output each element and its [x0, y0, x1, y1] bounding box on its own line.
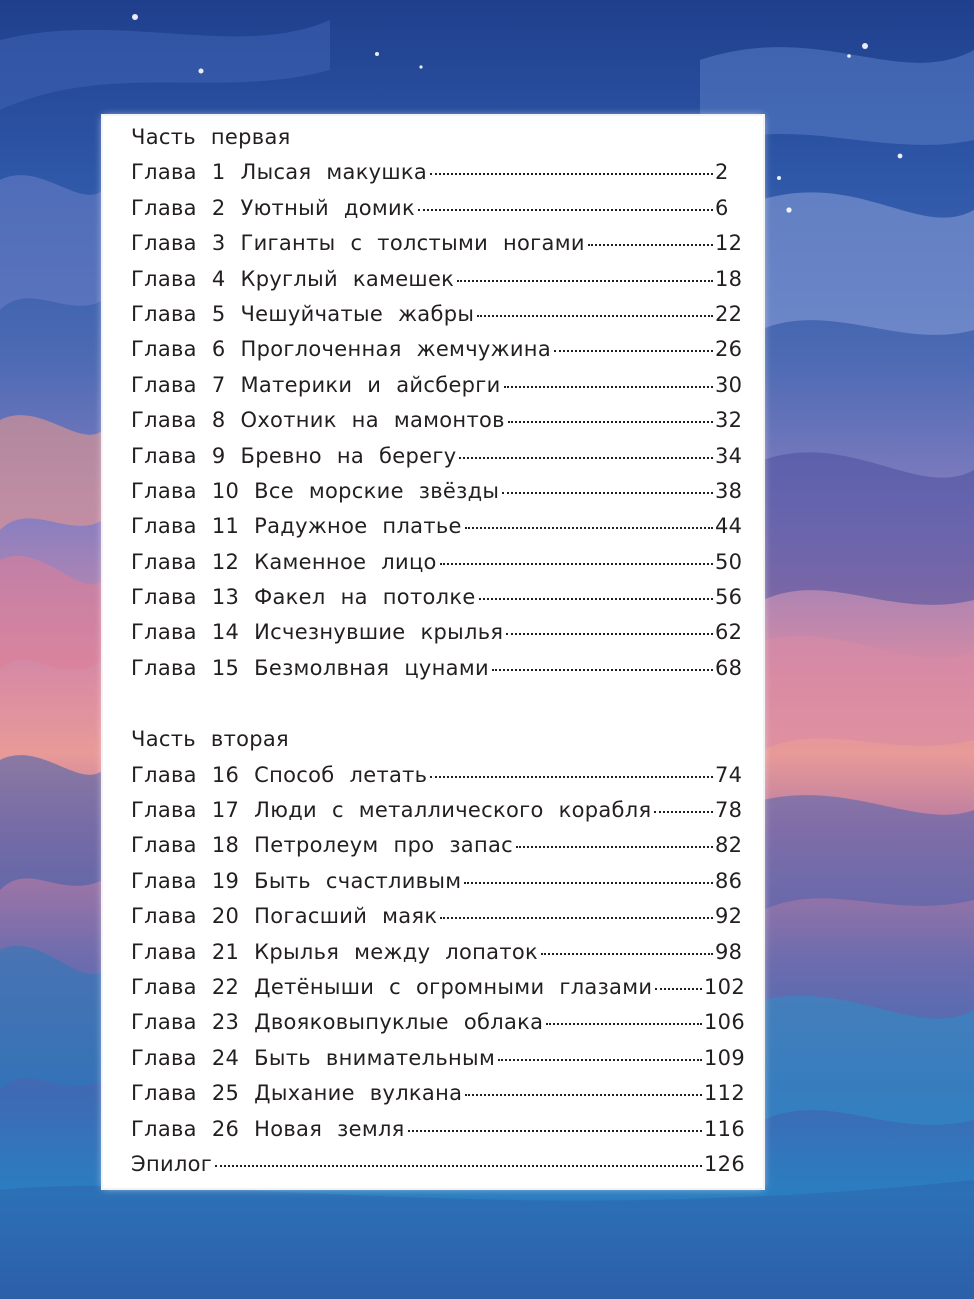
dot-leader — [440, 917, 713, 919]
dot-leader — [215, 1165, 702, 1167]
chapter-number: 14 — [211, 620, 240, 645]
chapter-heading — [131, 864, 461, 899]
chapter-title: Каменное лицо — [254, 549, 437, 574]
chapter-heading — [131, 403, 505, 438]
chapter-title: Охотник на мамонтов — [240, 408, 505, 433]
dot-leader — [554, 350, 713, 352]
chapter-label: Глава — [131, 372, 197, 397]
chapter-page: 102 — [704, 974, 745, 999]
chapter-page: 32 — [715, 408, 743, 433]
toc-entry-chapter[interactable] — [131, 793, 745, 828]
chapter-page: 78 — [715, 798, 743, 823]
chapter-title: Бревно на берегу — [240, 443, 457, 468]
toc-entry-chapter[interactable] — [131, 1076, 745, 1111]
toc-entry-chapter[interactable] — [131, 545, 745, 580]
dot-leader — [516, 846, 713, 848]
dot-leader — [541, 953, 713, 955]
chapter-heading — [131, 758, 427, 793]
chapter-label: Глава — [131, 1010, 197, 1035]
chapter-number: 12 — [211, 549, 240, 574]
chapter-page: 50 — [715, 549, 743, 574]
chapter-number: 13 — [211, 585, 240, 610]
chapter-page: 26 — [715, 337, 743, 362]
part-two-title: Часть вторая — [131, 727, 289, 752]
chapter-heading — [131, 368, 501, 403]
dot-leader — [430, 173, 713, 175]
chapter-heading — [131, 1041, 495, 1076]
dot-leader — [457, 280, 713, 282]
chapter-heading — [131, 297, 474, 332]
chapter-heading — [131, 509, 462, 544]
chapter-heading — [131, 545, 437, 580]
chapter-number: 10 — [211, 478, 240, 503]
chapter-number: 2 — [211, 195, 226, 220]
part-two-chapter-list — [131, 758, 745, 1147]
dot-leader — [477, 315, 713, 317]
dot-leader — [508, 421, 713, 423]
chapter-title: Двояковыпуклые облака — [254, 1010, 544, 1035]
chapter-heading — [131, 580, 476, 615]
dot-leader — [430, 776, 713, 778]
chapter-label: Глава — [131, 798, 197, 823]
dot-leader — [465, 1094, 702, 1096]
chapter-label: Глава — [131, 478, 197, 503]
toc-entry-chapter[interactable] — [131, 403, 745, 438]
chapter-title: Проглоченная жемчужина — [240, 337, 552, 362]
chapter-page: 86 — [715, 868, 743, 893]
chapter-number: 24 — [211, 1045, 240, 1070]
chapter-label: Глава — [131, 160, 197, 185]
toc-entry-epilogue[interactable] — [131, 1147, 745, 1182]
chapter-number: 26 — [211, 1116, 240, 1141]
chapter-number: 1 — [211, 160, 226, 185]
dot-leader — [504, 386, 713, 388]
chapter-number: 9 — [211, 443, 226, 468]
chapter-number: 20 — [211, 904, 240, 929]
toc-entry-chapter[interactable] — [131, 1112, 745, 1147]
chapter-heading — [131, 899, 437, 934]
dot-leader — [502, 492, 713, 494]
chapter-number: 25 — [211, 1081, 240, 1106]
chapter-page: 112 — [704, 1081, 745, 1106]
chapter-number: 3 — [211, 231, 226, 256]
toc-entry-chapter[interactable] — [131, 297, 745, 332]
chapter-heading — [131, 651, 489, 686]
chapter-heading — [131, 615, 503, 650]
chapter-label: Глава — [131, 337, 197, 362]
chapter-label: Глава — [131, 620, 197, 645]
chapter-heading — [131, 474, 499, 509]
chapter-heading — [131, 935, 538, 970]
table-of-contents — [131, 120, 745, 1182]
chapter-label: Глава — [131, 904, 197, 929]
chapter-page: 92 — [715, 904, 743, 929]
chapter-label: Глава — [131, 939, 197, 964]
chapter-label: Глава — [131, 762, 197, 787]
chapter-label: Глава — [131, 1045, 197, 1070]
chapter-page: 74 — [715, 762, 743, 787]
chapter-label: Глава — [131, 549, 197, 574]
toc-entry-chapter[interactable] — [131, 580, 745, 615]
chapter-title: Исчезнувшие крылья — [254, 620, 504, 645]
chapter-number: 8 — [211, 408, 226, 433]
chapter-title: Крылья между лопаток — [254, 939, 539, 964]
chapter-page: 38 — [715, 478, 743, 503]
chapter-title: Гиганты с толстыми ногами — [240, 231, 585, 256]
toc-entry-chapter[interactable] — [131, 970, 745, 1005]
epilogue-page: 126 — [704, 1151, 745, 1176]
toc-entry-chapter[interactable] — [131, 226, 745, 261]
chapter-number: 5 — [211, 301, 226, 326]
chapter-label: Глава — [131, 868, 197, 893]
chapter-number: 4 — [211, 266, 226, 291]
chapter-heading — [131, 793, 651, 828]
chapter-label: Глава — [131, 266, 197, 291]
chapter-title: Лысая макушка — [240, 160, 428, 185]
toc-entry-chapter[interactable] — [131, 899, 745, 934]
chapter-number: 18 — [211, 833, 240, 858]
chapter-label: Глава — [131, 301, 197, 326]
toc-entry-chapter[interactable] — [131, 368, 745, 403]
chapter-page: 18 — [715, 266, 743, 291]
dot-leader — [506, 633, 713, 635]
chapter-page: 22 — [715, 301, 743, 326]
chapter-number: 7 — [211, 372, 226, 397]
toc-entry-chapter[interactable] — [131, 509, 745, 544]
chapter-page: 34 — [715, 443, 743, 468]
toc-entry-chapter[interactable] — [131, 191, 745, 226]
chapter-label: Глава — [131, 443, 197, 468]
chapter-number: 6 — [211, 337, 226, 362]
chapter-label: Глава — [131, 833, 197, 858]
chapter-page: 30 — [715, 372, 743, 397]
chapter-heading — [131, 1076, 462, 1111]
dot-leader — [418, 209, 713, 211]
part-one-title: Часть первая — [131, 125, 291, 149]
toc-entry-chapter[interactable] — [131, 155, 745, 190]
chapter-page: 68 — [715, 655, 743, 680]
chapter-label: Глава — [131, 974, 197, 999]
chapter-page: 2 — [715, 160, 729, 185]
chapter-page: 62 — [715, 620, 743, 645]
chapter-title: Способ летать — [254, 762, 428, 787]
chapter-title: Чешуйчатые жабры — [240, 301, 475, 326]
chapter-page: 98 — [715, 939, 743, 964]
dot-leader — [498, 1059, 702, 1061]
chapter-title: Круглый камешек — [240, 266, 455, 291]
toc-entry-chapter[interactable] — [131, 332, 745, 367]
chapter-title: Безмолвная цунами — [254, 655, 489, 680]
chapter-number: 23 — [211, 1010, 240, 1035]
dot-leader — [546, 1023, 702, 1025]
chapter-title: Дыхание вулкана — [254, 1081, 463, 1106]
chapter-page: 109 — [704, 1045, 745, 1070]
chapter-heading — [131, 828, 513, 863]
toc-entry-chapter[interactable] — [131, 1005, 745, 1040]
chapter-page: 82 — [715, 833, 743, 858]
toc-entry-chapter[interactable] — [131, 439, 745, 474]
chapter-number: 19 — [211, 868, 240, 893]
chapter-title: Факел на потолке — [254, 585, 476, 610]
chapter-title: Материки и айсберги — [240, 372, 501, 397]
chapter-label: Глава — [131, 655, 197, 680]
chapter-title: Петролеум про запас — [254, 833, 514, 858]
chapter-page: 12 — [715, 231, 743, 256]
toc-entry-chapter[interactable] — [131, 758, 745, 793]
dot-leader — [465, 527, 713, 529]
chapter-page: 116 — [704, 1116, 745, 1141]
chapter-title: Погасший маяк — [254, 904, 438, 929]
dot-leader — [492, 669, 713, 671]
chapter-title: Детёныши с огромными глазами — [254, 974, 653, 999]
dot-leader — [440, 563, 713, 565]
chapter-number: 21 — [211, 939, 240, 964]
chapter-title: Радужное платье — [254, 514, 462, 539]
part-separator — [131, 686, 745, 722]
toc-entry-chapter[interactable] — [131, 615, 745, 650]
chapter-heading — [131, 155, 427, 190]
chapter-label: Глава — [131, 585, 197, 610]
chapter-heading — [131, 439, 456, 474]
epilogue-title: Эпилог — [131, 1151, 213, 1176]
chapter-heading — [131, 970, 652, 1005]
chapter-label: Глава — [131, 1116, 197, 1141]
dot-leader — [588, 244, 713, 246]
dot-leader — [655, 988, 702, 990]
chapter-number: 11 — [211, 514, 240, 539]
chapter-title: Все морские звёзды — [254, 478, 500, 503]
toc-entry-chapter[interactable] — [131, 474, 745, 509]
chapter-title: Уютный домик — [240, 195, 415, 220]
chapter-heading — [131, 1112, 405, 1147]
toc-entry-chapter[interactable] — [131, 262, 745, 297]
part-one-chapter-list — [131, 155, 745, 686]
dot-leader — [459, 457, 713, 459]
dot-leader — [479, 598, 713, 600]
chapter-heading — [131, 226, 585, 261]
chapter-label: Глава — [131, 231, 197, 256]
dot-leader — [464, 882, 713, 884]
chapter-label: Глава — [131, 195, 197, 220]
chapter-label: Глава — [131, 1081, 197, 1106]
chapter-label: Глава — [131, 408, 197, 433]
chapter-label: Глава — [131, 514, 197, 539]
chapter-title: Новая земля — [254, 1116, 405, 1141]
toc-entry-chapter[interactable] — [131, 1041, 745, 1076]
chapter-title: Быть внимательным — [254, 1045, 496, 1070]
chapter-heading — [131, 332, 551, 367]
chapter-number: 16 — [211, 762, 240, 787]
toc-entry-chapter[interactable] — [131, 935, 745, 970]
toc-entry-chapter[interactable] — [131, 651, 745, 686]
chapter-number: 15 — [211, 655, 240, 680]
chapter-page: 44 — [715, 514, 743, 539]
chapter-heading — [131, 1005, 543, 1040]
chapter-page: 56 — [715, 585, 743, 610]
chapter-page: 106 — [704, 1010, 745, 1035]
dot-leader — [654, 811, 713, 813]
toc-entry-chapter[interactable] — [131, 864, 745, 899]
dot-leader — [408, 1130, 702, 1132]
chapter-heading — [131, 262, 454, 297]
chapter-number: 22 — [211, 974, 240, 999]
chapter-number: 17 — [211, 798, 240, 823]
chapter-page: 6 — [715, 195, 729, 220]
chapter-heading — [131, 191, 415, 226]
toc-entry-chapter[interactable] — [131, 828, 745, 863]
chapter-title: Люди с металлического корабля — [254, 798, 652, 823]
chapter-title: Быть счастливым — [254, 868, 462, 893]
